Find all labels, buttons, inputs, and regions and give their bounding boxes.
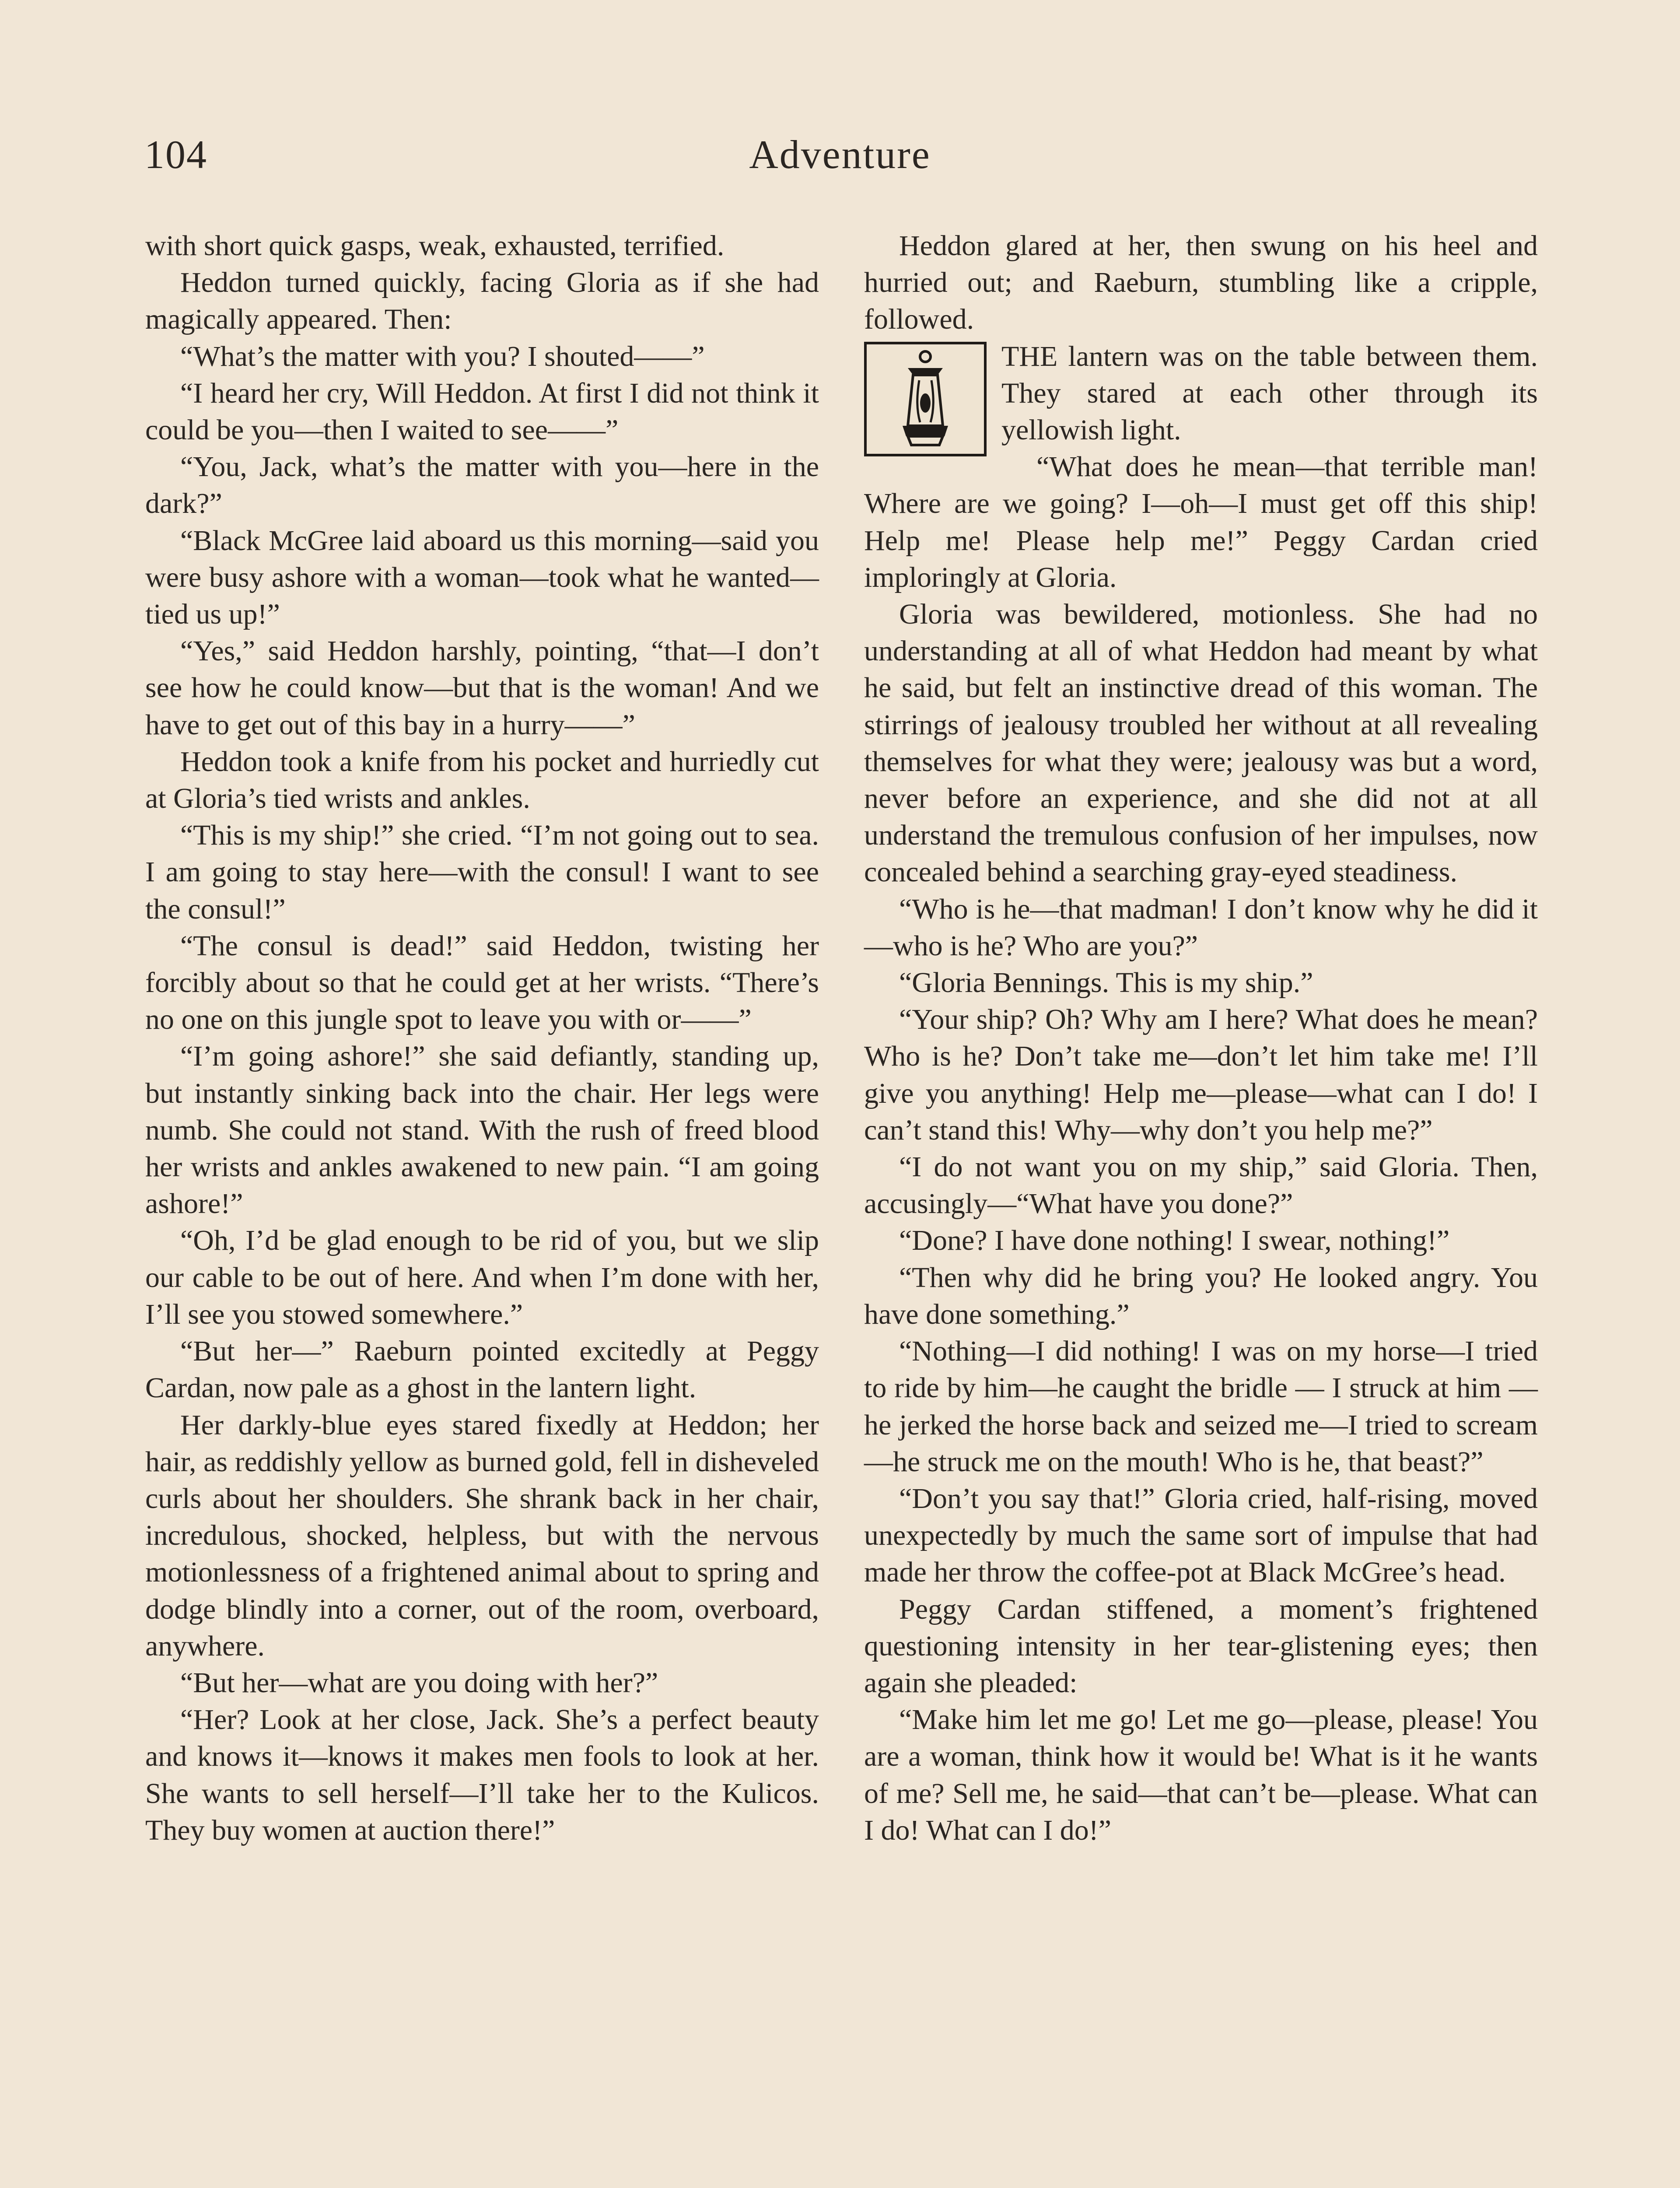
left-column [145, 228, 819, 1849]
running-title: Adventure [749, 132, 931, 177]
paragraph: “What does he mean—that terrible man! Where are we going? I—oh—I must get off this ship! Help me! Please help me!” Peggy Cardan cried imploringly at Gloria. [864, 451, 1538, 593]
paragraph: “Your ship? Oh? Why am I here? What does he mean? Who is he? Don’t take me—don’t let him take me! I’ll give you anything! Help me—please—what can I do! I can’t stand this! Why—why don’t you help me?” [864, 1003, 1538, 1146]
paragraph: “Who is he—that madman! I don’t know why he did it—who is he? Who are you?” [864, 893, 1538, 962]
paragraph: “I heard her cry, Will Heddon. At first I did not think it could be you—then I waited to see——” [145, 377, 819, 446]
paragraph: “Her? Look at her close, Jack. She’s a perfect beauty and knows it—knows it makes men fools to look at her. She wants to sell herself—I’ll take her to the Kulicos. They buy women at auction there!” [145, 1704, 819, 1846]
paragraph: “I do not want you on my ship,” said Gloria. Then, accusingly—“What have you done?” [864, 1151, 1538, 1220]
paragraph: “What’s the matter with you? I shouted——” [180, 340, 705, 372]
paragraph: “Gloria Bennings. This is my ship.” [899, 967, 1313, 999]
paragraph: “Oh, I’d be glad enough to be rid of you, but we slip our cable to be out of here. And when I’m done with her, I’ll see you stowed somewhere.” [145, 1224, 819, 1330]
paragraph: “You, Jack, what’s the matter with you—here in the dark?” [145, 451, 819, 520]
paragraph: “Yes,” said Heddon harshly, pointing, “that—I don’t see how he could know—but that is the woman! And we have to get out of this bay in a hurry——” [145, 635, 819, 741]
paragraph: “But her—” Raeburn pointed excitedly at Peggy Cardan, now pale as a ghost in the lantern light. [145, 1335, 819, 1404]
paragraph: “But her—what are you doing with her?” [180, 1666, 658, 1699]
paragraph: “The consul is dead!” said Heddon, twisting her forcibly about so that he could get at her wrists. “There’s no one on this jungle spot to leave you with or——” [145, 929, 819, 1036]
paragraph: “Don’t you say that!” Gloria cried, half-rising, moved unexpectedly by much the same sort of impulse that had made her throw the coffee-pot at Black McGree’s head. [864, 1482, 1538, 1588]
paragraph: “Done? I have done nothing! I swear, nothing!” [899, 1224, 1450, 1257]
paragraph: “This is my ship!” she cried. “I’m not going out to sea. I am going to stay here—with the consul! I want to see the consul!” [145, 819, 819, 925]
paragraph: “Then why did he bring you? He looked angry. You have done something.” [864, 1261, 1538, 1330]
page-number: 104 [144, 132, 207, 177]
right-column [864, 228, 1538, 1849]
paragraph: “Nothing—I did nothing! I was on my horse—I tried to ride by him—he caught the bridle — I struck at him — he jerked the horse back and seized me—I tried to scream—he struck me on the mouth! Who is he, that beast?” [864, 1335, 1538, 1478]
paragraph: Heddon glared at her, then swung on his heel and hurried out; and Raeburn, stumbling like a cripple, followed. [864, 230, 1538, 336]
paragraph: Her darkly-blue eyes stared fixedly at Heddon; her hair, as reddishly yellow as burned gold, fell in disheveled curls about her shoulders. She shrank back in her chair, incredulous, shocked, helpless, but with the nervous motionlessness of a frightened animal about to spring and dodge blindly into a corner, out of the room, overboard, anywhere. [145, 1409, 819, 1662]
paragraph: “Make him let me go! Let me go—please, please! You are a woman, think how it would be! What is it he wants of me? Sell me, he said—that can’t be—please. What can I do! What can I do!” [864, 1704, 1538, 1846]
page-header [0, 131, 1680, 188]
paragraph: Heddon turned quickly, facing Gloria as if she had magically appeared. Then: [145, 266, 819, 336]
paragraph: Peggy Cardan stiffened, a moment’s frightened questioning intensity in her tear-glistening eyes; then again she pleaded: [864, 1593, 1538, 1699]
paragraph: with short quick gasps, weak, exhausted, terrified. [145, 230, 724, 262]
lantern-drawing [882, 349, 969, 449]
paragraph: THE lantern was on the table between them. They stared at each other through its yellowish light. [1001, 340, 1538, 446]
paragraph: Heddon took a knife from his pocket and hurriedly cut at Gloria’s tied wrists and ankles. [145, 745, 819, 815]
lantern-icon [864, 342, 987, 456]
paragraph: “Black McGree laid aboard us this morning—said you were busy ashore with a woman—took what he wanted—tied us up!” [145, 524, 819, 631]
paragraph: “I’m going ashore!” she said defiantly, standing up, but instantly sinking back into the chair. Her legs were numb. She could not stand. With the rush of freed blood her wrists and ankles awakened to new pain. “I am going ashore!” [145, 1040, 819, 1220]
paragraph: Gloria was bewildered, motionless. She had no understanding at all of what Heddon had meant by what he said, but felt an instinctive dread of this woman. The stirrings of jealousy troubled her without at all revealing themselves for what they were; jealousy was but a word, never before an experience, and she did not at all understand the tremulous confusion of her impulses, now concealed behind a searching gray-eyed steadiness. [864, 598, 1538, 888]
